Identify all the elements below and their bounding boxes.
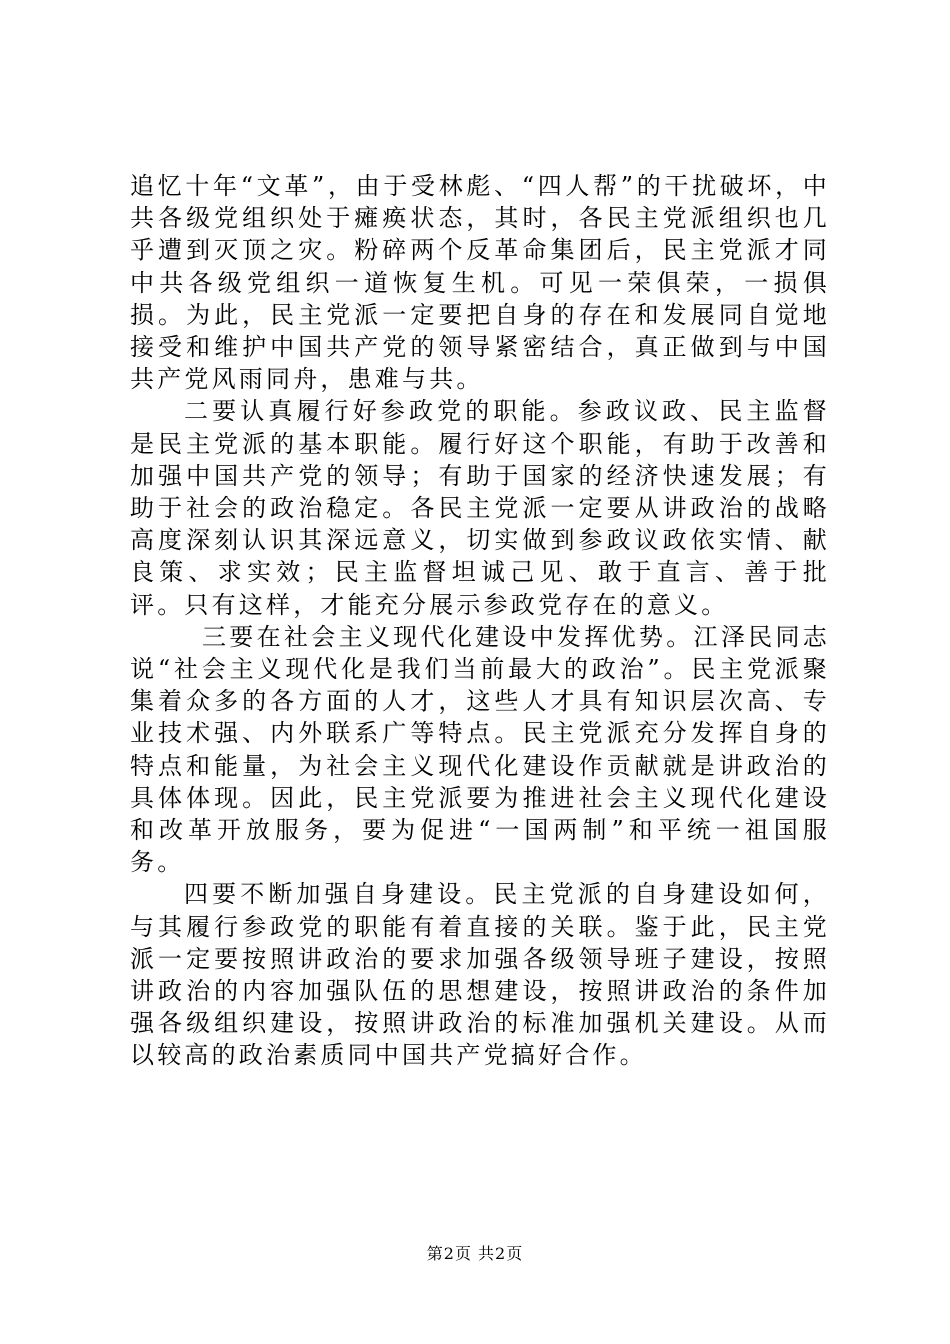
paragraph-point-two: 二要认真履行好参政党的职能。参政议政、民主监督是民主党派的基本职能。履行好这个职能，有助于改善和加强中国共产党的领导；有助于国家的经济快速发展；有助于社会的政治稳定。各民主党派一定要从讲政治的战略高度深刻认识其深远意义，切实做到参政议政依实情、献良策、求实效；民主监督坦诚己见、敢于直言、善于批评。只有这样，才能充分展示参政党存在的意义。	[130, 397, 830, 619]
document-body	[130, 170, 830, 1072]
paragraph-point-three: 三要在社会主义现代化建设中发挥优势。江泽民同志说“社会主义现代化是我们当前最大的政治”。民主党派聚集着众多的各方面的人才，这些人才具有知识层次高、专业技术强、内外联系广等特点。民主党派充分发挥自身的特点和能量，为社会主义现代化建设作贡献就是讲政治的具体体现。因此，民主党派要为推进社会主义现代化建设和改革开放服务，要为促进“一国两制”和平统一祖国服务。	[130, 622, 830, 877]
page-number-indicator: 第2页 共2页	[426, 1244, 524, 1263]
paragraph-continuation: 追忆十年“文革”，由于受林彪、“四人帮”的干扰破坏，中共各级党组织处于瘫痪状态，其时，各民主党派组织也几乎遭到灭顶之灾。粉碎两个反革命集团后，民主党派才同中共各级党组织一道恢复生机。可见一荣俱荣，一损俱损。为此，民主党派一定要把自身的存在和发展同自觉地接受和维护中国共产党的领导紧密结合，真正做到与中国共产党风雨同舟，患难与共。	[130, 172, 830, 394]
paragraph-point-four: 四要不断加强自身建设。民主党派的自身建设如何，与其履行参政党的职能有着直接的关联。鉴于此，民主党派一定要按照讲政治的要求加强各级领导班子建设，按照讲政治的内容加强队伍的思想建设，按照讲政治的条件加强各级组织建设，按照讲政治的标准加强机关建设。从而以较高的政治素质同中国共产党搞好合作。	[130, 880, 830, 1070]
page-footer	[0, 1244, 950, 1264]
